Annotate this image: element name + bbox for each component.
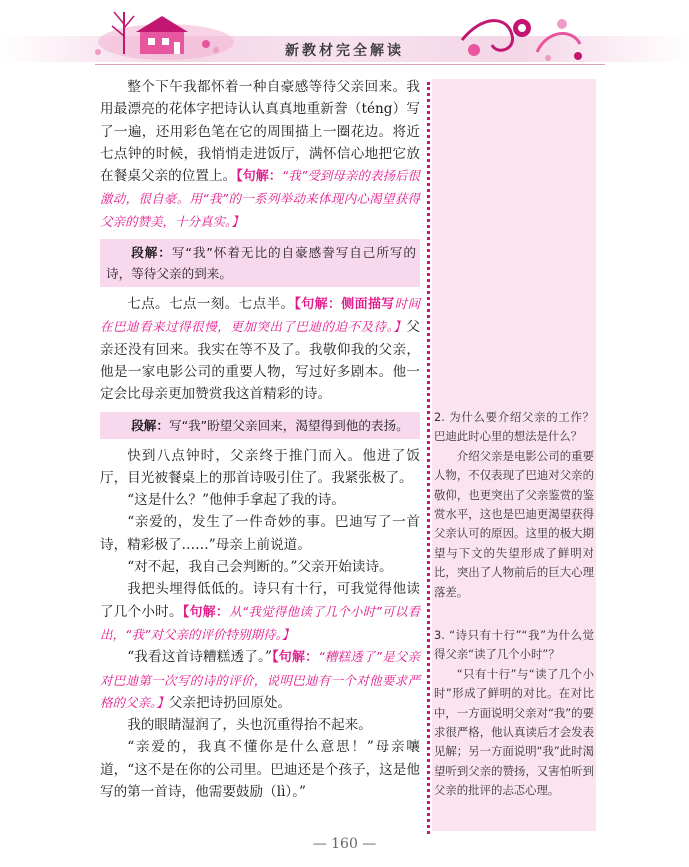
sentence-note-label: 【句解：侧面描写 bbox=[294, 297, 395, 313]
section-summary-text: 写“我”盼望父亲回来，渴望得到他的表扬。 bbox=[168, 417, 409, 433]
main-column bbox=[100, 76, 420, 803]
question-2: 2. 为什么要介绍父亲的工作？巴迪此时心里的想法是什么？ bbox=[434, 410, 594, 444]
paragraph-2-text-b: 父亲还没有回来。我实在等不及了。我敬仰我的父亲，他是一家电影公司的重要人物，写过好多剧本。他一定会比母亲更加赞赏我这首精彩的诗。 bbox=[100, 319, 420, 403]
page-number: — 160 — bbox=[312, 836, 377, 852]
side-question-2 bbox=[434, 408, 594, 602]
paragraph-3: 快到八点钟时，父亲终于推门而入。他进了饭厅，目光被餐桌上的那首诗吸引住了。我紧张极了。 bbox=[100, 447, 420, 486]
side-question-3 bbox=[434, 626, 594, 801]
page-header bbox=[0, 0, 689, 75]
paragraph-7 bbox=[100, 578, 420, 646]
paragraph-4: “这是什么？”他伸手拿起了我的诗。 bbox=[127, 492, 345, 509]
paragraph-5: “亲爱的，发生了一件奇妙的事。巴迪写了一首诗，精彩极了……”母亲上前说道。 bbox=[100, 514, 420, 553]
section-summary-1 bbox=[106, 242, 416, 284]
section-summary-label: 段解： bbox=[131, 417, 169, 433]
sentence-note: 从“我觉得他读了几个小时”可以看出，“我”对父亲的评价特别期待。】 bbox=[100, 603, 420, 642]
paragraph-2 bbox=[100, 293, 420, 405]
paragraph-9: 我的眼睛湿润了，头也沉重得抬不起来。 bbox=[127, 717, 372, 734]
section-summary-box-1 bbox=[100, 239, 420, 287]
paragraph-1 bbox=[100, 76, 420, 233]
section-summary-box-2 bbox=[100, 412, 420, 439]
paragraph-10: “亲爱的，我真不懂你是什么意思！”母亲嚷道，“这不是在你的公司里。巴迪还是个孩子，这是他写的第一首诗，他需要鼓励（lì）。” bbox=[100, 739, 420, 801]
question-3: 3. “诗只有十行”“我”为什么觉得父亲“读了几个小时”？ bbox=[434, 628, 594, 662]
section-summary-2 bbox=[106, 415, 416, 436]
answer-3: “只有十行”与“读了几个小时”形成了鲜明的对比。在对比中，一方面说明父亲对“我”的要求很严格，他认真读后才会发表见解；另一方面说明“我”此时渴望听到父亲的赞扬，又害怕听到父亲的批评的忐忑心理。 bbox=[434, 666, 594, 798]
sentence-note-label: 【句解： bbox=[271, 650, 319, 666]
header-title: 新教材完全解读 bbox=[285, 43, 404, 59]
header-rule bbox=[95, 64, 605, 65]
sentence-note: “我”受到母亲的表扬后很激动，很自豪。用“我”的一系列举动来体现内心渴望获得父亲的赞美，十分真实。】 bbox=[100, 168, 421, 229]
column-divider bbox=[427, 82, 430, 834]
sentence-note: “糟糕透了”是父亲对巴迪第一次写的诗的评价，说明巴迪有一个对他要求严格的父亲。】 bbox=[100, 649, 420, 710]
sentence-note: 时间在巴迪看来过得很慢，更加突出了巴迪的迫不及待。】 bbox=[100, 296, 420, 335]
answer-2: 介绍父亲是电影公司的重要人物，不仅表现了巴迪对父亲的敬仰，也更突出了父亲鉴赏的鉴赏水平，这也是巴迪更渴望获得父亲认可的原因。这里的极大期望与下文的失望形成了鲜明对比，突出了人物前后的巨大心理落差。 bbox=[434, 448, 594, 599]
paragraph-8 bbox=[100, 646, 420, 714]
section-summary-text: 写“我”怀着无比的自豪感誊写自己所写的诗，等待父亲的到来。 bbox=[106, 245, 416, 282]
paragraph-6: “对不起，我自己会判断的。”父亲开始读诗。 bbox=[127, 559, 393, 576]
sentence-note-label: 【句解： bbox=[236, 169, 282, 185]
sentence-note-label: 【句解： bbox=[182, 604, 230, 620]
section-summary-label: 段解： bbox=[131, 245, 172, 261]
paragraph-2-text-a: 七点。七点一刻。七点半。 bbox=[127, 296, 295, 313]
paragraph-8-text: “我看这首诗糟糕透了。” bbox=[127, 649, 272, 666]
paragraph-8-text-b: 父亲把诗扔回原处。 bbox=[168, 694, 292, 711]
paragraph-7-text: 我把头埋得低低的。诗只有十行，可我觉得他读了几个小时。 bbox=[100, 581, 420, 620]
flower-swirl-decoration-icon bbox=[452, 10, 592, 65]
paragraph-1-text: 整个下午我都怀着一种自豪感等待父亲回来。我用最漂亮的花体字把诗认认真真地重新誊（téng）写了一遍，还用彩色笔在它的周围描上一圈花边。将近七点钟的时候，我悄悄走进饭厅，满怀信心地把它放在餐桌父亲的位置上。 bbox=[100, 79, 420, 185]
